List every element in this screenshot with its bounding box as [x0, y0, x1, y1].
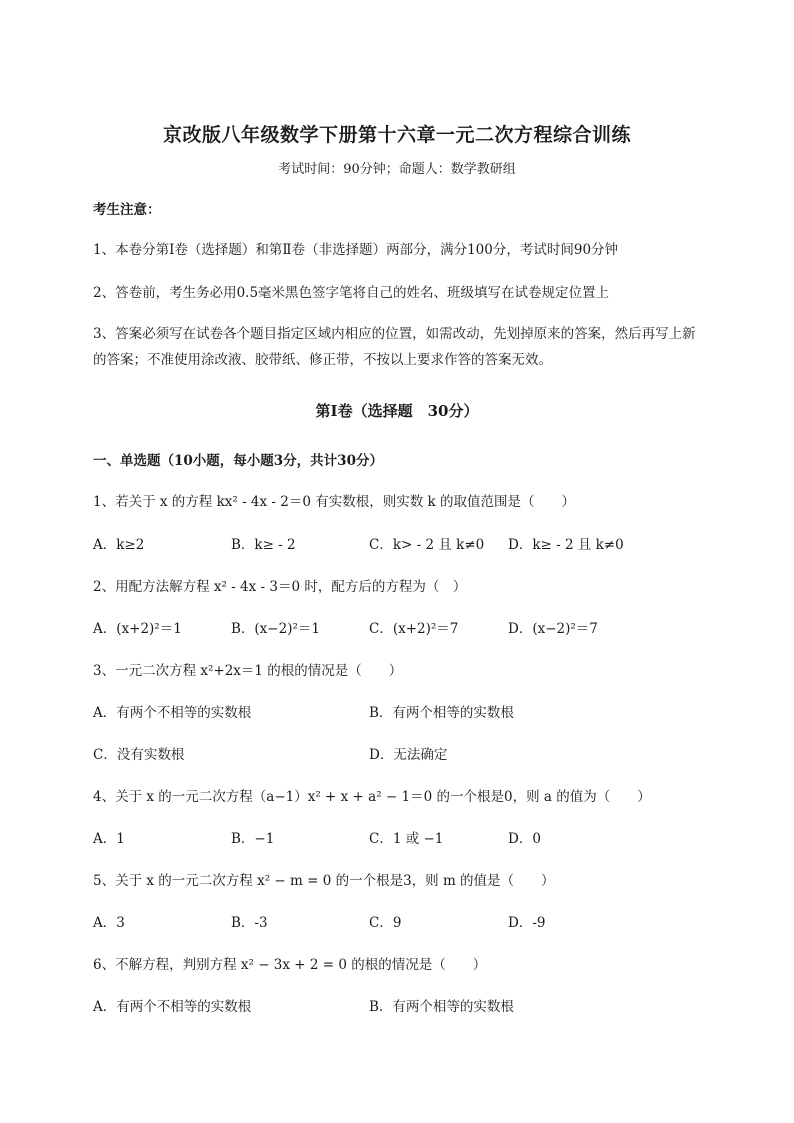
question-3-option-a[interactable]: A．有两个不相等的实数根: [93, 705, 252, 721]
notice-item-3: 3、答案必须写在试卷各个题目指定区域内相应的位置，如需改动，先划掉原来的答案，然后再写上新: [93, 326, 696, 342]
question-6-option-b[interactable]: B．有两个相等的实数根: [369, 999, 514, 1015]
question-3-option-d[interactable]: D．无法确定: [369, 747, 448, 763]
question-5-stem: 5、关于 x 的一元二次方程 x² − m = 0 的一个根是3，则 m 的值是（ ）: [93, 873, 555, 889]
question-1-option-b[interactable]: B．k≥ - 2: [231, 537, 296, 553]
notice-heading: 考生注意：: [93, 202, 161, 218]
question-2-option-d[interactable]: D．(x−2)²＝7: [508, 621, 598, 637]
question-6-option-a[interactable]: A．有两个不相等的实数根: [93, 999, 252, 1015]
question-4-stem: 4、关于 x 的一元二次方程（a−1）x² + x + a² − 1＝0 的一个根是0，则 a 的值为（ ）: [93, 789, 651, 805]
question-3-option-b[interactable]: B．有两个相等的实数根: [369, 705, 514, 721]
question-5-option-d[interactable]: D．-9: [508, 915, 546, 931]
question-4-option-a[interactable]: A．1: [93, 831, 125, 847]
question-6-stem: 6、不解方程，判别方程 x² − 3x + 2 = 0 的根的情况是（ ）: [93, 957, 487, 973]
question-2-option-c[interactable]: C．(x+2)²＝7: [369, 621, 459, 637]
exam-title: 京改版八年级数学下册第十六章一元二次方程综合训练: [162, 124, 631, 146]
question-4-option-b[interactable]: B．−1: [231, 831, 275, 847]
question-3-option-c[interactable]: C．没有实数根: [93, 747, 185, 763]
question-1-stem: 1、若关于 x 的方程 kx² - 4x - 2＝0 有实数根，则实数 k 的取值范围是（ ）: [93, 494, 576, 510]
exam-subtitle: 考试时间：90分钟；命题人：数学教研组: [278, 162, 516, 177]
section-title: 第I卷（选择题 30分）: [315, 402, 479, 420]
question-2-option-b[interactable]: B．(x−2)²＝1: [231, 621, 320, 637]
notice-item-1: 1、本卷分第I卷（选择题）和第Ⅱ卷（非选择题）两部分，满分100分，考试时间90分钟: [93, 242, 619, 258]
notice-item-3-cont: 的答案；不准使用涂改液、胶带纸、修正带，不按以上要求作答的答案无效。: [93, 352, 552, 368]
part-heading: 一、单选题（10小题，每小题3分，共计30分）: [93, 453, 383, 469]
notice-item-2: 2、答卷前，考生务必用0.5毫米黑色签字笔将自己的姓名、班级填写在试卷规定位置上: [93, 285, 610, 301]
question-3-stem: 3、一元二次方程 x²+2x＝1 的根的情况是（ ）: [93, 663, 403, 679]
question-5-option-b[interactable]: B．-3: [231, 915, 268, 931]
question-2-stem: 2、用配方法解方程 x² - 4x - 3＝0 时，配方后的方程为（ ）: [93, 579, 467, 595]
question-1-option-c[interactable]: C．k> - 2 且 k≠0: [369, 537, 485, 553]
question-4-option-c[interactable]: C．1 或 −1: [369, 831, 444, 847]
question-1-option-d[interactable]: D．k≥ - 2 且 k≠0: [508, 537, 624, 553]
question-5-option-a[interactable]: A．3: [93, 915, 125, 931]
question-1-option-a[interactable]: A．k≥2: [93, 537, 145, 553]
question-4-option-d[interactable]: D．0: [508, 831, 541, 847]
question-2-option-a[interactable]: A．(x+2)²＝1: [93, 621, 182, 637]
question-5-option-c[interactable]: C．9: [369, 915, 402, 931]
